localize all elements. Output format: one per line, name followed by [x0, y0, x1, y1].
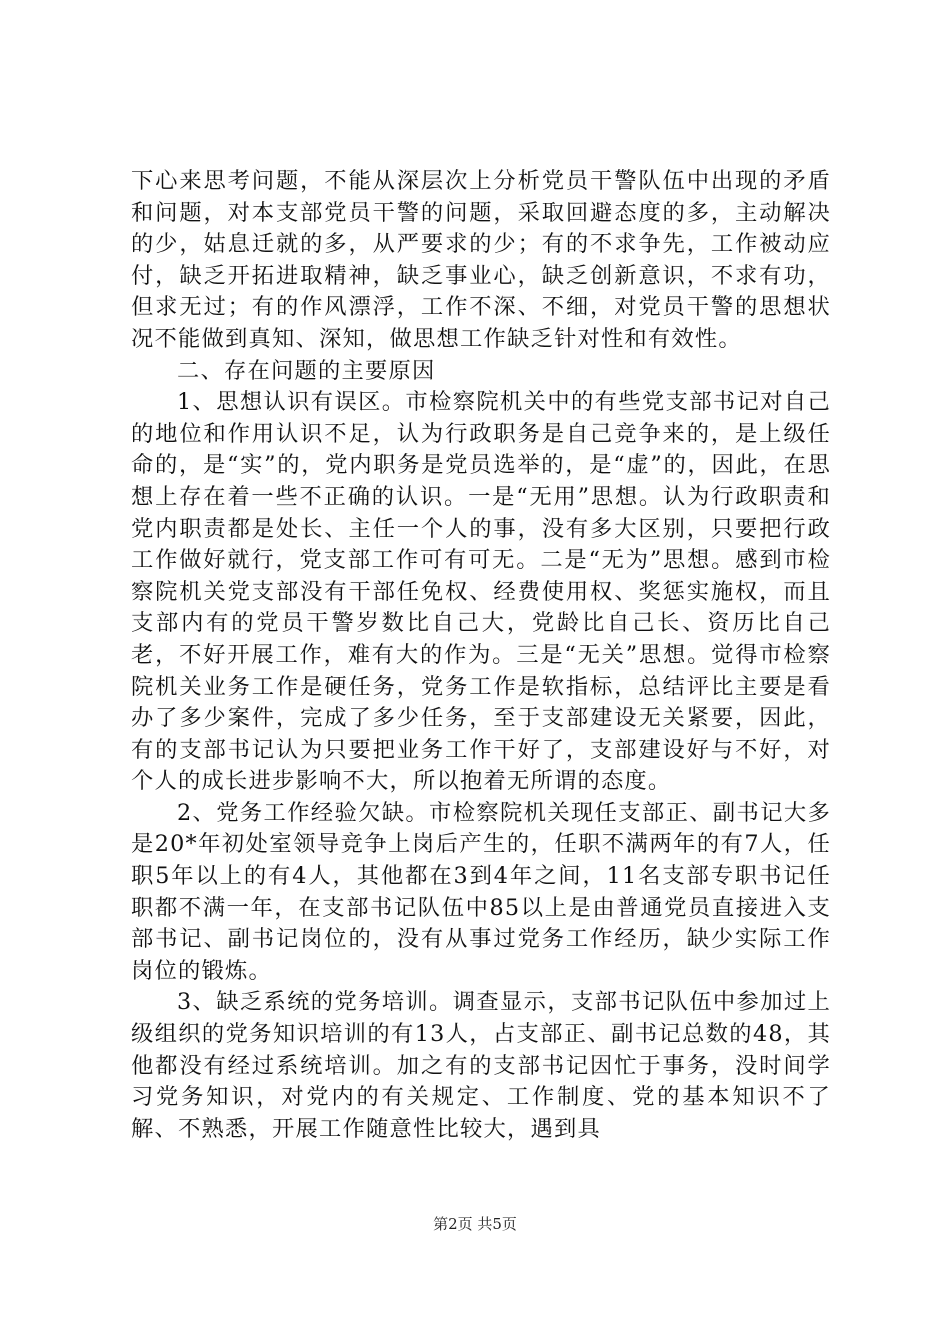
paragraph-cause-1: 1、思想认识有误区。市检察院机关中的有些党支部书记对自己的地位和作用认识不足，认为行政职务是自己竞争来的，是上级任命的，是“实”的，党内职务是党员选举的，是“虚”的，因此，在思想上存在着一些不正确的认识。一是“无用”思想。认为行政职责和党内职责都是处长、主任一个人的事，没有多大区别，只要把行政工作做好就行，党支部工作可有可无。二是“无为”思想。感到市检察院机关党支部没有干部任免权、经费使用权、奖惩实施权，而且支部内有的党员干警岁数比自己大，党龄比自己长、资历比自己老，不好开展工作，难有大的作为。三是“无关”思想。觉得市检察院机关业务工作是硬任务，党务工作是软指标，总结评比主要是看办了多少案件，完成了多少任务，至于支部建设无关紧要，因此，有的支部书记认为只要把业务工作干好了，支部建设好与不好，对个人的成长进步影响不大，所以抱着无所谓的态度。 [131, 389, 831, 795]
section-heading: 二、存在问题的主要原因 [177, 357, 436, 384]
paragraph-cause-2: 2、党务工作经验欠缺。市检察院机关现任支部正、副书记大多是20*年初处室领导竞争上岗后产生的，任职不满两年的有7人，任职5年以上的有4人，其他都在3到4年之间，11名支部专职书记任职都不满一年，在支部书记队伍中85以上是由普通党员直接进入支部书记、副书记岗位的，没有从事过党务工作经历，缺少实际工作岗位的锻炼。 [131, 799, 831, 984]
paragraph-continuation: 下心来思考问题，不能从深层次上分析党员干警队伍中出现的矛盾和问题，对本支部党员干警的问题，采取回避态度的多，主动解决的少，姑息迁就的多，从严要求的少；有的不求争先，工作被动应付，缺乏开拓进取精神，缺乏事业心，缺乏创新意识，不求有功，但求无过；有的作风漂浮，工作不深、不细，对党员干警的思想状况不能做到真知、深知，做思想工作缺乏针对性和有效性。 [131, 168, 831, 352]
document-body [131, 166, 831, 1145]
page-number-footer: 第2页 共5页 [433, 1215, 517, 1233]
paragraph-cause-3: 3、缺乏系统的党务培训。调查显示，支部书记队伍中参加过上级组织的党务知识培训的有13人，占支部正、副书记总数的48，其他都没有经过系统培训。加之有的支部书记因忙于事务，没时间学习党务知识，对党内的有关规定、工作制度、党的基本知识不了解、不熟悉，开展工作随意性比较大，遇到具 [131, 989, 831, 1142]
